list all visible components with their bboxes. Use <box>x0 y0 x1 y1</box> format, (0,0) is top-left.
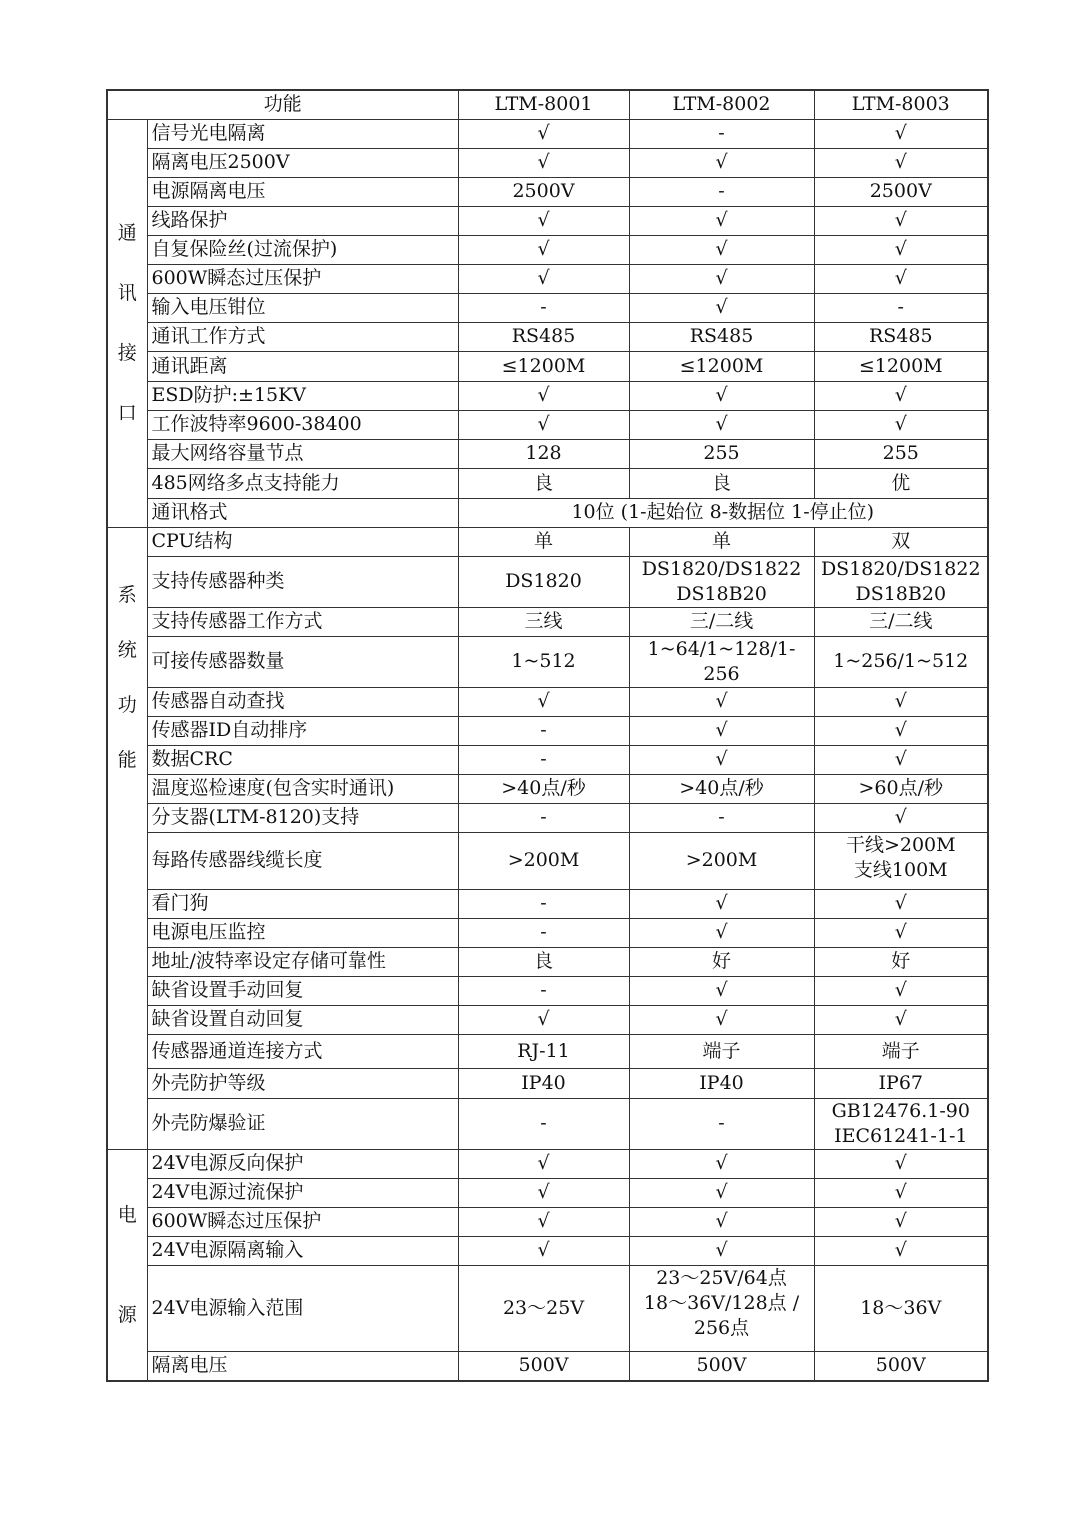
row-value: 良 <box>458 468 629 498</box>
group-power <box>107 1149 147 1381</box>
row-value: 端子 <box>814 1034 988 1068</box>
row-value: √ <box>458 410 629 439</box>
row-value: √ <box>814 148 988 177</box>
row-value: 三/二线 <box>814 607 988 636</box>
row-value: RS485 <box>814 322 988 351</box>
row-label: 缺省设置自动回复 <box>147 1005 458 1034</box>
row-value: 双 <box>814 527 988 556</box>
row-value: 好 <box>629 947 814 976</box>
row-label: 传感器自动查找 <box>147 687 458 716</box>
header-model-3: LTM-8003 <box>814 90 988 119</box>
row-label: 每路传感器线缆长度 <box>147 832 458 889</box>
table-row <box>107 1034 988 1068</box>
row-value: √ <box>629 1005 814 1034</box>
row-value: √ <box>629 1178 814 1207</box>
table-row <box>107 1005 988 1034</box>
row-value: >200M <box>458 832 629 889</box>
row-value: IP40 <box>629 1068 814 1098</box>
row-value: IP67 <box>814 1068 988 1098</box>
group-power-char: 源 <box>117 1303 137 1326</box>
row-value: √ <box>458 206 629 235</box>
row-value: - <box>629 177 814 206</box>
row-label: 24V电源隔离输入 <box>147 1236 458 1265</box>
row-value: GB12476.1-90 IEC61241-1-1 <box>814 1098 988 1149</box>
row-value: √ <box>629 1149 814 1178</box>
row-value: - <box>458 976 629 1005</box>
row-value: 18～36V <box>814 1265 988 1351</box>
group-comm <box>107 119 147 527</box>
table-row <box>107 918 988 947</box>
row-value: √ <box>458 1236 629 1265</box>
table-row <box>107 235 988 264</box>
row-label: 信号光电隔离 <box>147 119 458 148</box>
row-label: 通讯格式 <box>147 498 458 527</box>
table-row <box>107 1236 988 1265</box>
row-value: √ <box>814 264 988 293</box>
row-label: 缺省设置手动回复 <box>147 976 458 1005</box>
row-value: √ <box>458 264 629 293</box>
row-value: 1~512 <box>458 636 629 687</box>
header-row <box>107 90 988 119</box>
row-value: 良 <box>629 468 814 498</box>
row-value: DS1820/DS1822 DS18B20 <box>629 556 814 607</box>
table-row <box>107 206 988 235</box>
table-row <box>107 832 988 889</box>
table-row <box>107 498 988 527</box>
row-label: 外壳防爆验证 <box>147 1098 458 1149</box>
table-row <box>107 1178 988 1207</box>
row-value: √ <box>629 687 814 716</box>
row-label: 温度巡检速度(包含实时通讯) <box>147 774 458 803</box>
table-row <box>107 527 988 556</box>
row-value: √ <box>629 148 814 177</box>
row-value: 128 <box>458 439 629 468</box>
table-row <box>107 1207 988 1236</box>
table-row <box>107 976 988 1005</box>
row-value: √ <box>458 687 629 716</box>
row-value: ≤1200M <box>458 351 629 381</box>
table-row <box>107 947 988 976</box>
row-value: √ <box>458 235 629 264</box>
row-value: √ <box>814 206 988 235</box>
row-value: DS1820 <box>458 556 629 607</box>
row-value: √ <box>458 119 629 148</box>
row-label: 输入电压钳位 <box>147 293 458 322</box>
row-value: 500V <box>629 1351 814 1381</box>
table-row <box>107 774 988 803</box>
row-value: 三线 <box>458 607 629 636</box>
row-label: 最大网络容量节点 <box>147 439 458 468</box>
row-value: √ <box>629 235 814 264</box>
row-value: - <box>458 918 629 947</box>
table-row <box>107 322 988 351</box>
row-value: √ <box>814 1178 988 1207</box>
table-row <box>107 716 988 745</box>
row-value: √ <box>814 1149 988 1178</box>
row-value: - <box>458 293 629 322</box>
row-value: √ <box>458 148 629 177</box>
row-value: 2500V <box>458 177 629 206</box>
row-value: √ <box>629 381 814 410</box>
group-sys <box>107 527 147 1149</box>
row-label: 485网络多点支持能力 <box>147 468 458 498</box>
row-value: √ <box>814 1236 988 1265</box>
row-value: >60点/秒 <box>814 774 988 803</box>
row-value: RS485 <box>629 322 814 351</box>
row-label: 支持传感器种类 <box>147 556 458 607</box>
row-value: √ <box>629 716 814 745</box>
table-row <box>107 439 988 468</box>
row-value: - <box>458 1098 629 1149</box>
row-label: CPU结构 <box>147 527 458 556</box>
row-value: - <box>458 803 629 832</box>
row-value: - <box>629 119 814 148</box>
row-value: √ <box>814 918 988 947</box>
row-label: 24V电源输入范围 <box>147 1265 458 1351</box>
table-row <box>107 1098 988 1149</box>
row-value: - <box>814 293 988 322</box>
row-value: √ <box>629 1207 814 1236</box>
row-label: 通讯工作方式 <box>147 322 458 351</box>
row-label: 600W瞬态过压保护 <box>147 264 458 293</box>
row-value: ≤1200M <box>814 351 988 381</box>
row-value: 单 <box>458 527 629 556</box>
row-value: RJ-11 <box>458 1034 629 1068</box>
row-value: 1~256/1~512 <box>814 636 988 687</box>
row-value: 500V <box>814 1351 988 1381</box>
row-value: √ <box>629 889 814 918</box>
row-value: √ <box>629 1236 814 1265</box>
row-value: 2500V <box>814 177 988 206</box>
table-row <box>107 468 988 498</box>
row-value: √ <box>814 410 988 439</box>
row-label: 支持传感器工作方式 <box>147 607 458 636</box>
row-value: 单 <box>629 527 814 556</box>
row-value: 10位 (1-起始位 8-数据位 1-停止位) <box>458 498 988 527</box>
row-value: - <box>458 889 629 918</box>
row-value: ≤1200M <box>629 351 814 381</box>
row-value: √ <box>814 381 988 410</box>
table-row <box>107 687 988 716</box>
row-value: √ <box>458 1178 629 1207</box>
row-value: √ <box>814 745 988 774</box>
row-value: - <box>629 1098 814 1149</box>
group-sys-char: 统 <box>117 638 137 661</box>
group-comm-char: 讯 <box>117 282 137 304</box>
group-sys-char: 能 <box>117 748 137 771</box>
group-comm-char: 口 <box>117 402 137 424</box>
row-value: √ <box>814 1207 988 1236</box>
row-label: 地址/波特率设定存储可靠性 <box>147 947 458 976</box>
row-value: DS1820/DS1822 DS18B20 <box>814 556 988 607</box>
table-row <box>107 381 988 410</box>
row-value: √ <box>629 410 814 439</box>
row-label: 隔离电压2500V <box>147 148 458 177</box>
row-value: 端子 <box>629 1034 814 1068</box>
row-label: 线路保护 <box>147 206 458 235</box>
row-label: 分支器(LTM-8120)支持 <box>147 803 458 832</box>
row-label: 看门狗 <box>147 889 458 918</box>
row-label: 600W瞬态过压保护 <box>147 1207 458 1236</box>
row-value: RS485 <box>458 322 629 351</box>
row-value: √ <box>629 918 814 947</box>
spec-table <box>106 89 989 1382</box>
table-row <box>107 1068 988 1098</box>
row-value: √ <box>458 1207 629 1236</box>
header-model-2: LTM-8002 <box>629 90 814 119</box>
row-value: - <box>629 803 814 832</box>
table-row <box>107 293 988 322</box>
row-value: 好 <box>814 947 988 976</box>
row-label: 24V电源过流保护 <box>147 1178 458 1207</box>
header-feature: 功能 <box>107 90 458 119</box>
table-row <box>107 148 988 177</box>
row-value: √ <box>629 745 814 774</box>
table-row <box>107 264 988 293</box>
row-value: IP40 <box>458 1068 629 1098</box>
table-row <box>107 1149 988 1178</box>
row-value: 1~64/1~128/1-256 <box>629 636 814 687</box>
row-label: 传感器ID自动排序 <box>147 716 458 745</box>
row-value: 255 <box>629 439 814 468</box>
row-label: 传感器通道连接方式 <box>147 1034 458 1068</box>
table-row <box>107 351 988 381</box>
row-value: √ <box>629 976 814 1005</box>
row-value: √ <box>814 889 988 918</box>
row-value: √ <box>458 381 629 410</box>
table-row <box>107 607 988 636</box>
row-value: √ <box>814 235 988 264</box>
table-row <box>107 119 988 148</box>
row-value: √ <box>629 293 814 322</box>
row-value: √ <box>814 976 988 1005</box>
row-label: 自复保险丝(过流保护) <box>147 235 458 264</box>
table-row <box>107 1351 988 1381</box>
row-label: 通讯距离 <box>147 351 458 381</box>
row-value: √ <box>814 119 988 148</box>
table-row <box>107 177 988 206</box>
group-sys-char: 功 <box>117 693 137 716</box>
row-value: √ <box>629 264 814 293</box>
row-value: >40点/秒 <box>629 774 814 803</box>
row-value: 良 <box>458 947 629 976</box>
row-value: 500V <box>458 1351 629 1381</box>
row-value: - <box>458 716 629 745</box>
row-value: >40点/秒 <box>458 774 629 803</box>
row-value: √ <box>814 687 988 716</box>
row-label: 数据CRC <box>147 745 458 774</box>
group-comm-char: 接 <box>117 342 137 364</box>
row-value: √ <box>814 803 988 832</box>
row-value: 优 <box>814 468 988 498</box>
table-row <box>107 410 988 439</box>
row-label: 可接传感器数量 <box>147 636 458 687</box>
table-row <box>107 636 988 687</box>
row-label: 电源隔离电压 <box>147 177 458 206</box>
table-row <box>107 889 988 918</box>
row-value: >200M <box>629 832 814 889</box>
row-value: 255 <box>814 439 988 468</box>
row-value: 23～25V/64点 18～36V/128点 / 256点 <box>629 1265 814 1351</box>
row-value: √ <box>814 1005 988 1034</box>
group-sys-char: 系 <box>117 583 137 606</box>
table-row <box>107 556 988 607</box>
row-value: √ <box>629 206 814 235</box>
row-value: 23～25V <box>458 1265 629 1351</box>
row-value: - <box>458 745 629 774</box>
row-value: 三/二线 <box>629 607 814 636</box>
table-row <box>107 1265 988 1351</box>
table-row <box>107 803 988 832</box>
row-value: 干线>200M 支线100M <box>814 832 988 889</box>
header-model-1: LTM-8001 <box>458 90 629 119</box>
group-comm-char: 通 <box>117 222 137 244</box>
row-value: √ <box>458 1149 629 1178</box>
group-power-char: 电 <box>117 1203 137 1226</box>
row-label: 24V电源反向保护 <box>147 1149 458 1178</box>
row-label: 外壳防护等级 <box>147 1068 458 1098</box>
row-value: √ <box>458 1005 629 1034</box>
row-label: 工作波特率9600-38400 <box>147 410 458 439</box>
row-label: 电源电压监控 <box>147 918 458 947</box>
row-label: 隔离电压 <box>147 1351 458 1381</box>
table-row <box>107 745 988 774</box>
row-label: ESD防护:±15KV <box>147 381 458 410</box>
row-value: √ <box>814 716 988 745</box>
